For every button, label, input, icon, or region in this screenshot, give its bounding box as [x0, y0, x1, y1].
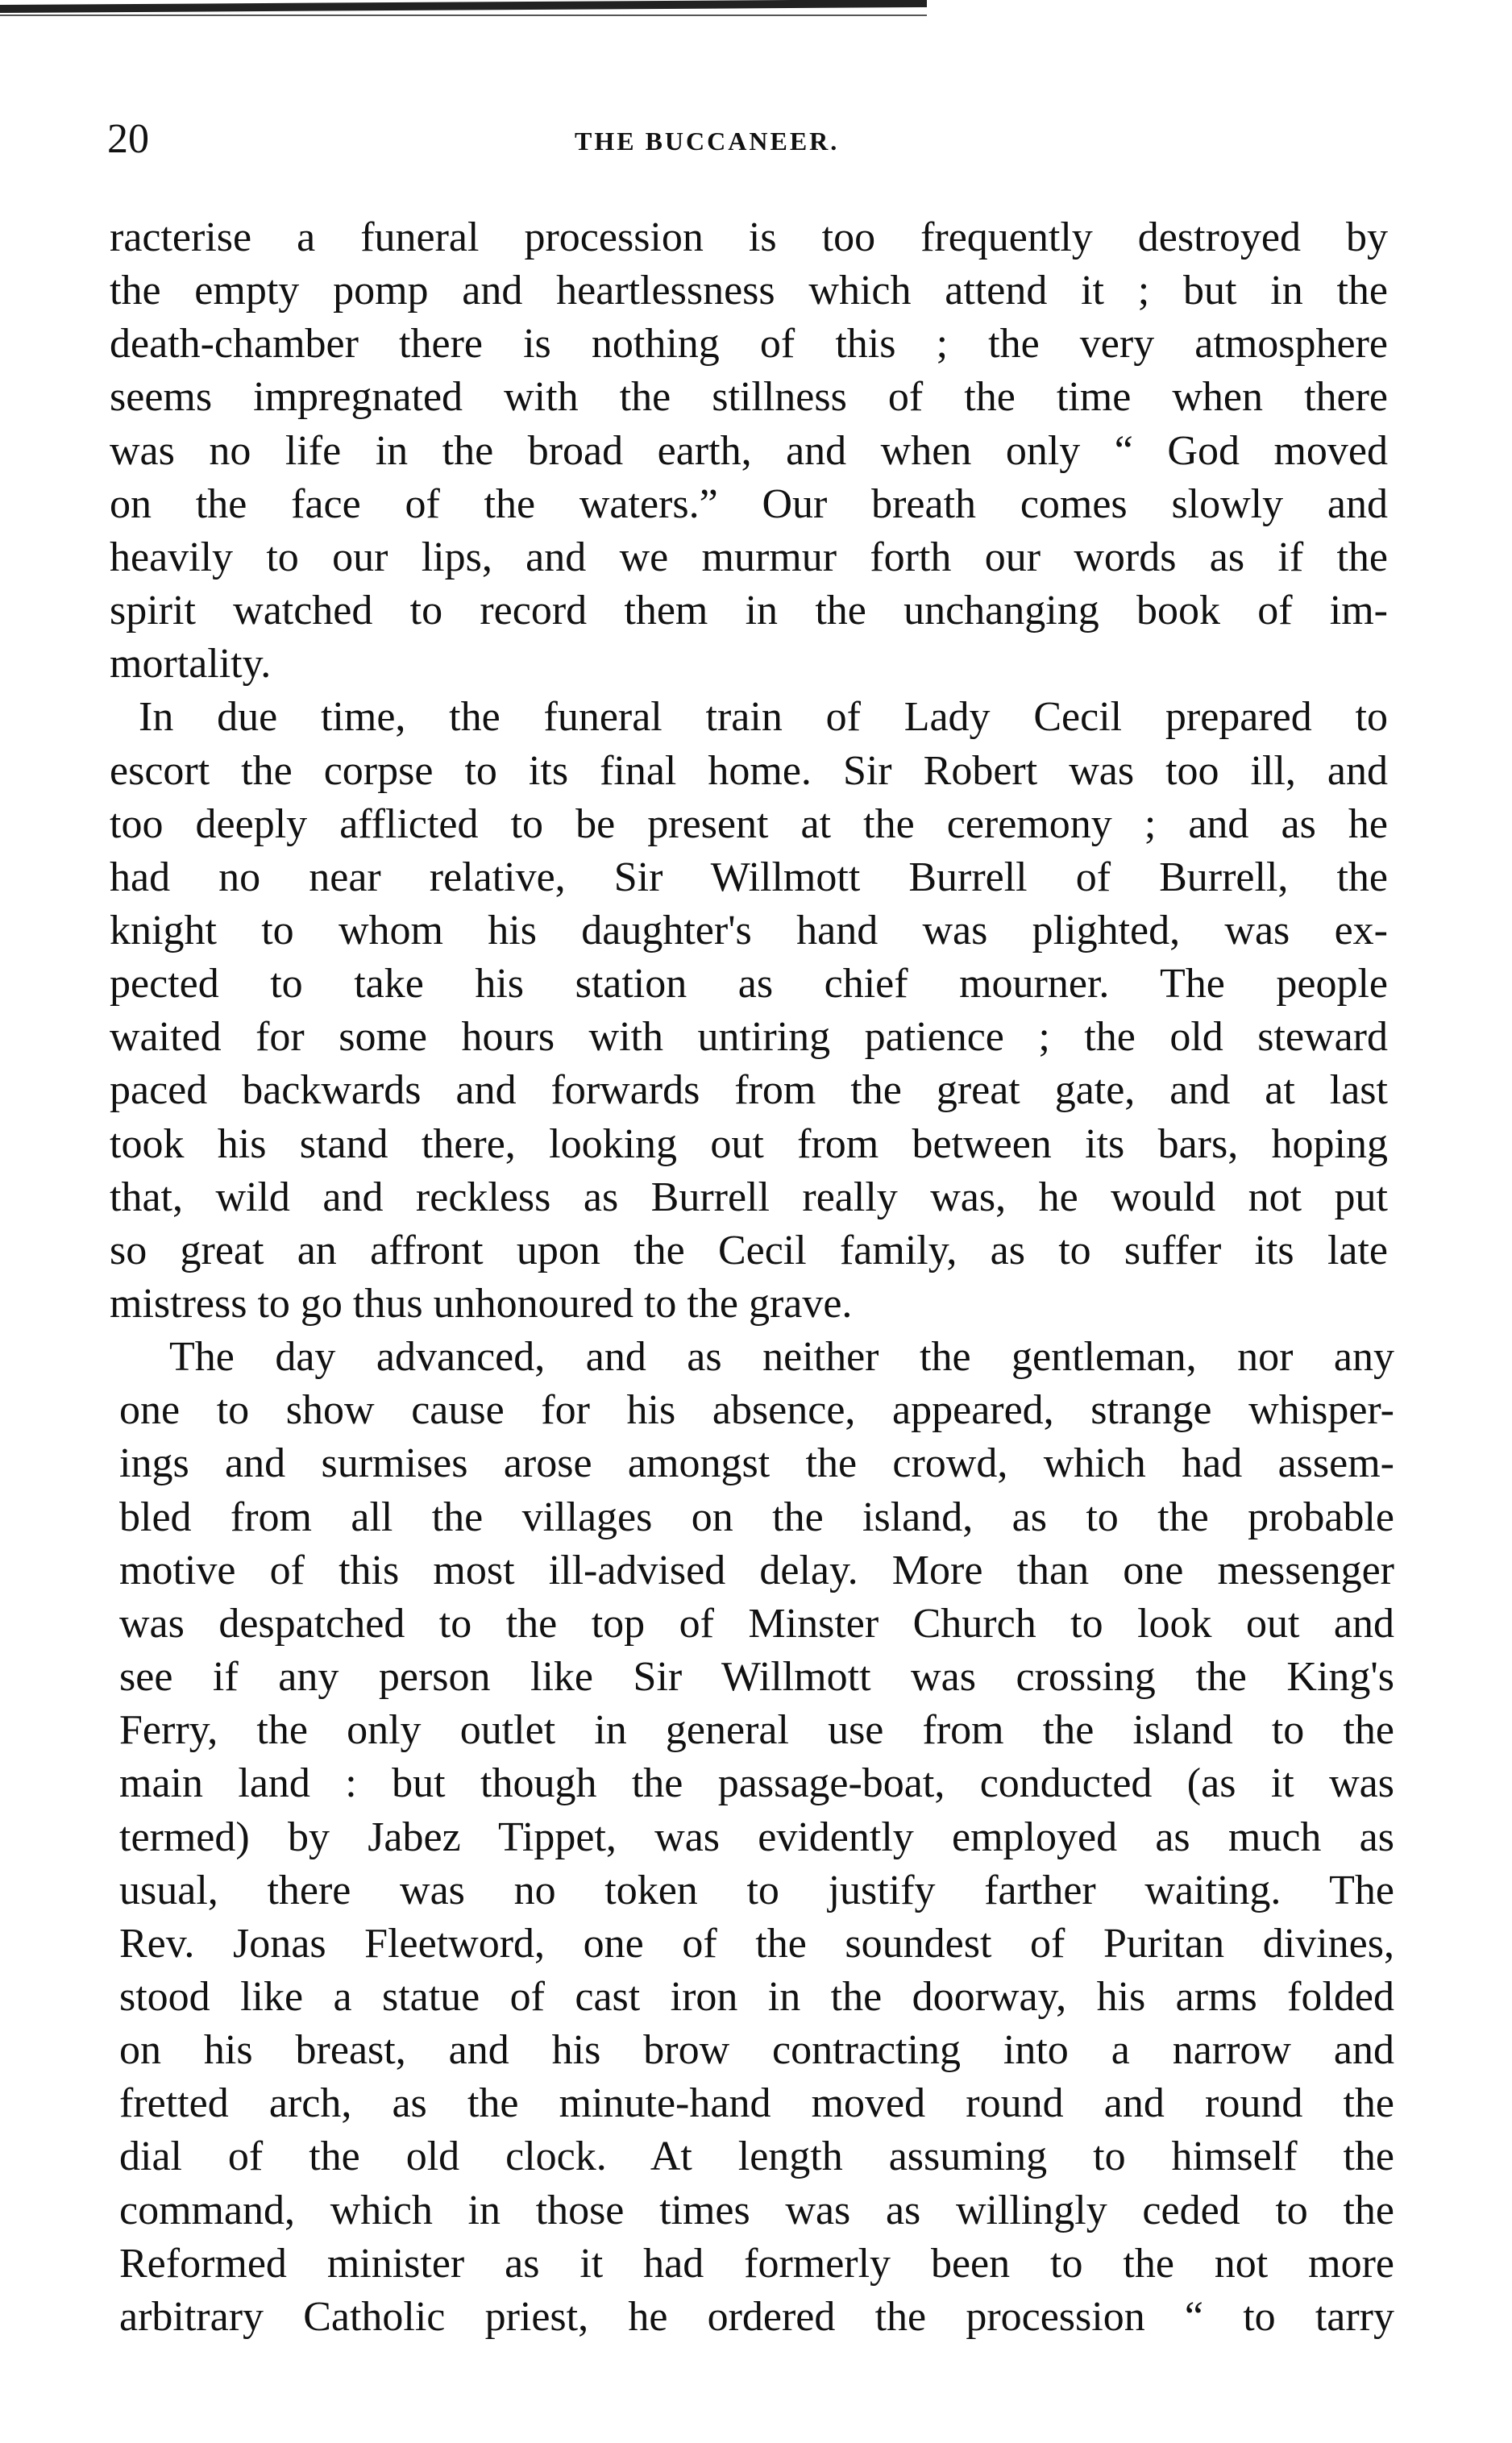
text-line: on the face of the waters.” Our breath comes slowly and [110, 480, 1388, 527]
text-line: escort the corpse to its final home. Sir Robert was too ill, and [110, 747, 1388, 794]
text-line: on his breast, and his brow contracting into a narrow and [119, 2027, 1394, 2074]
text-line: usual, there was no token to justify farther waiting. The [119, 1867, 1394, 1913]
text-line: too deeply afflicted to be present at the ceremony ; and as he [110, 800, 1388, 847]
text-line: death-chamber there is nothing of this ; the very atmosphere [110, 321, 1388, 368]
text-line: ings and surmises arose amongst the crowd, which had assem- [119, 1440, 1394, 1487]
text-line: termed) by Jabez Tippet, was evidently employed as much as [119, 1814, 1394, 1860]
text-line: motive of this most ill-advised delay. More than one messenger [119, 1547, 1394, 1593]
text-line: the empty pomp and heartlessness which attend it ; but in the [110, 268, 1388, 314]
scan-edge-rule [0, 0, 927, 13]
text-line: waited for some hours with untiring patience ; the old steward [110, 1014, 1388, 1061]
text-line: mistress to go thus unhonoured to the grave. [110, 1281, 853, 1327]
text-line: fretted arch, as the minute-hand moved round and round the [119, 2080, 1394, 2127]
text-line: command, which in those times was as willingly ceded to the [119, 2187, 1394, 2233]
text-line: arbitrary Catholic priest, he ordered the procession “ to tarry [119, 2293, 1394, 2340]
text-line: was no life in the broad earth, and when only “ God moved [110, 427, 1388, 474]
text-line: racterise a funeral procession is too frequently destroyed by [110, 214, 1388, 260]
text-line: so great an affront upon the Cecil family, as to suffer its late [110, 1227, 1388, 1273]
text-line: see if any person like Sir Willmott was crossing the King's [119, 1654, 1394, 1701]
text-line: spirit watched to record them in the unchanging book of im- [110, 588, 1388, 634]
text-line: In due time, the funeral train of Lady Cecil prepared to [139, 694, 1388, 741]
text-line: The day advanced, and as neither the gentleman, nor any [169, 1334, 1394, 1381]
text-line: Rev. Jonas Fleetword, one of the soundest of Puritan divines, [119, 1920, 1394, 1967]
text-line: Reformed minister as it had formerly been to the not more [119, 2240, 1394, 2287]
text-line: had no near relative, Sir Willmott Burrell of Burrell, the [110, 854, 1388, 900]
text-line: mortality. [110, 641, 272, 688]
text-line: one to show cause for his absence, appeared, strange whisper- [119, 1387, 1394, 1434]
text-line: stood like a statue of cast iron in the doorway, his arms folded [119, 1973, 1394, 2020]
text-line: paced backwards and forwards from the great gate, and at last [110, 1067, 1388, 1114]
scan-edge-rule-thin [0, 15, 927, 16]
text-line: heavily to our lips, and we murmur forth our words as if the [110, 534, 1388, 580]
text-line: seems impregnated with the stillness of the time when there [110, 374, 1388, 421]
text-line: bled from all the villages on the island, as to the probable [119, 1494, 1394, 1540]
text-line: dial of the old clock. At length assuming to himself the [119, 2133, 1394, 2180]
running-title: THE BUCCANEER. [575, 127, 840, 156]
text-line: that, wild and reckless as Burrell really was, he would not put [110, 1174, 1388, 1220]
text-line: took his stand there, looking out from between its bars, hoping [110, 1120, 1388, 1167]
text-line: pected to take his station as chief mourner. The people [110, 961, 1388, 1008]
page-number: 20 [107, 116, 149, 162]
text-line: knight to whom his daughter's hand was plighted, was ex- [110, 907, 1388, 954]
text-line: was despatched to the top of Minster Church to look out and [119, 1600, 1394, 1647]
text-line: main land : but though the passage-boat, conducted (as it was [119, 1760, 1394, 1807]
text-line: Ferry, the only outlet in general use from the island to the [119, 1707, 1394, 1754]
